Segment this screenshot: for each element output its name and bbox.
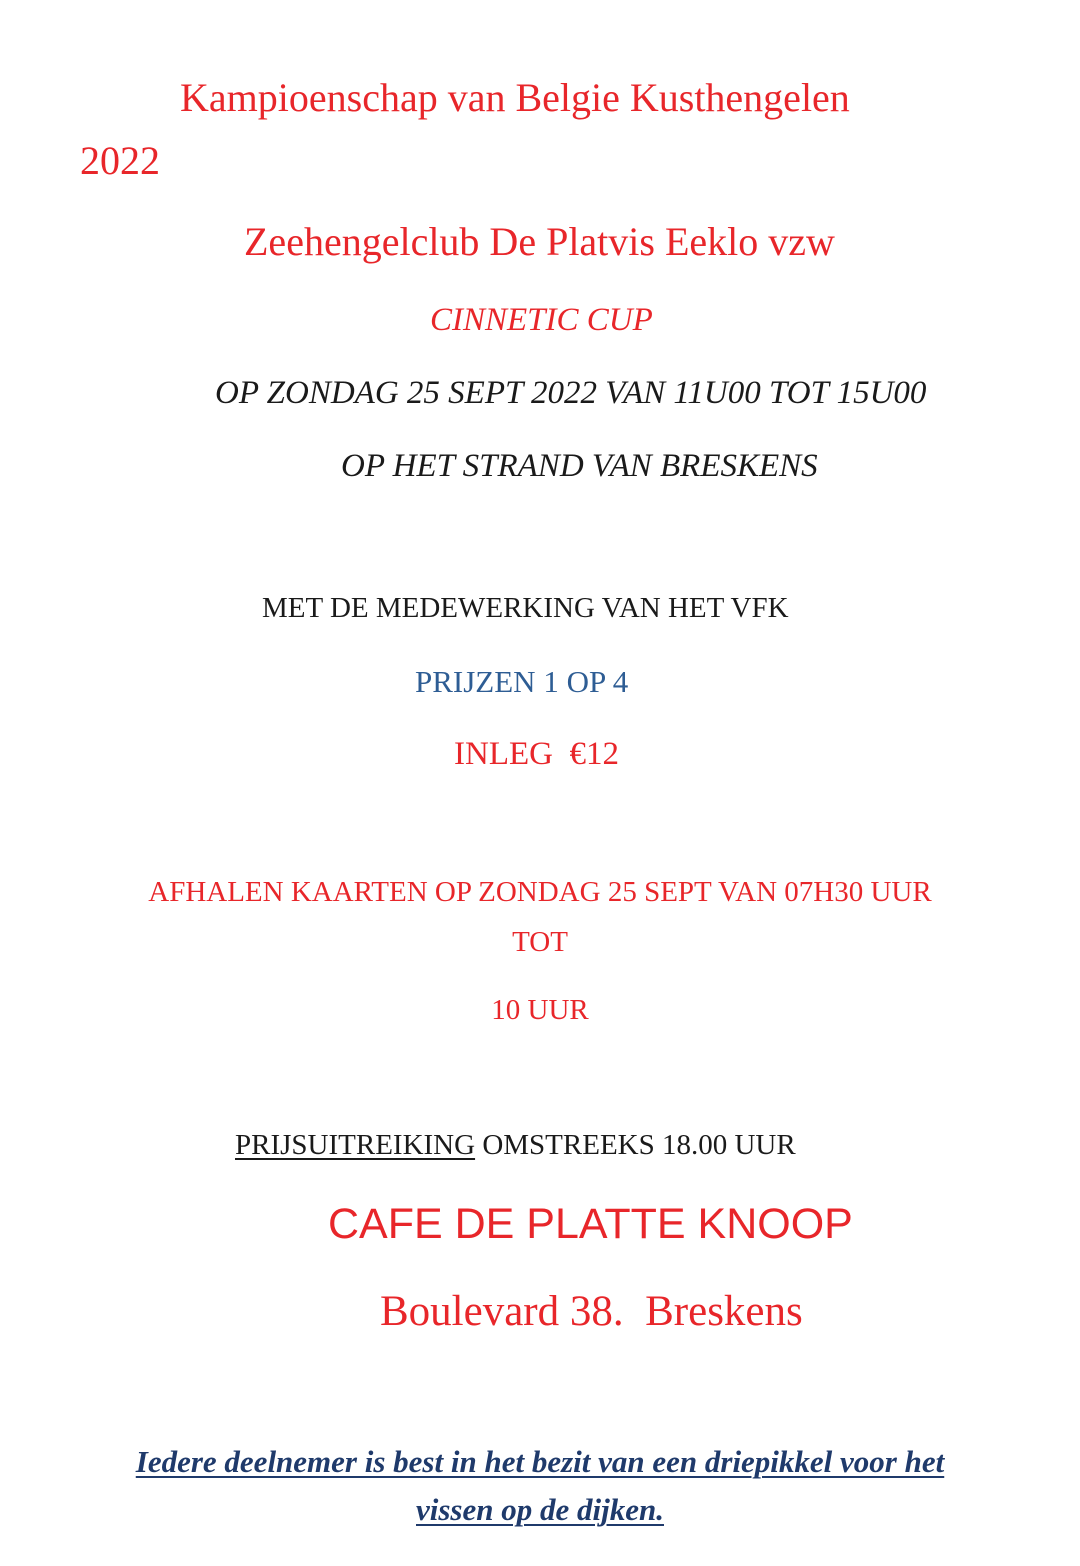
venue-address: Boulevard 38. Breskens xyxy=(380,1288,803,1335)
event-date: OP ZONDAG 25 SEPT 2022 VAN 11U00 TOT 15U00 xyxy=(215,375,927,411)
venue-name: CAFE DE PLATTE KNOOP xyxy=(328,1200,853,1248)
award-ceremony xyxy=(235,1131,796,1160)
prizes-text: PRIJZEN 1 OP 4 xyxy=(415,664,629,699)
pickup-line-2: TOT xyxy=(512,926,568,958)
event-place: OP HET STRAND VAN BRESKENS xyxy=(341,448,818,484)
note-line-2-text: vissen op de dijken. xyxy=(416,1492,664,1527)
award-label: PRIJSUITREIKING xyxy=(235,1129,476,1161)
entry-fee: INLEG €12 xyxy=(454,736,619,772)
award-time: OMSTREEKS 18.00 UUR xyxy=(475,1129,796,1161)
club-name: Zeehengelclub De Platvis Eeklo vzw xyxy=(244,219,835,264)
note-line-1 xyxy=(0,1446,1080,1477)
cooperation-text: MET DE MEDEWERKING VAN HET VFK xyxy=(262,592,789,624)
pickup-line-3: 10 UUR xyxy=(491,994,589,1026)
cup-name: CINNETIC CUP xyxy=(430,302,653,338)
note-line-1-text: Iedere deelnemer is best in het bezit van een driepikkel voor het xyxy=(135,1444,945,1479)
title-line-2: 2022 xyxy=(80,138,160,183)
note-line-2 xyxy=(0,1494,1080,1525)
pickup-line-1: AFHALEN KAARTEN OP ZONDAG 25 SEPT VAN 07H30 UUR xyxy=(148,876,932,908)
title-line-1: Kampioenschap van Belgie Kusthengelen xyxy=(180,75,850,120)
